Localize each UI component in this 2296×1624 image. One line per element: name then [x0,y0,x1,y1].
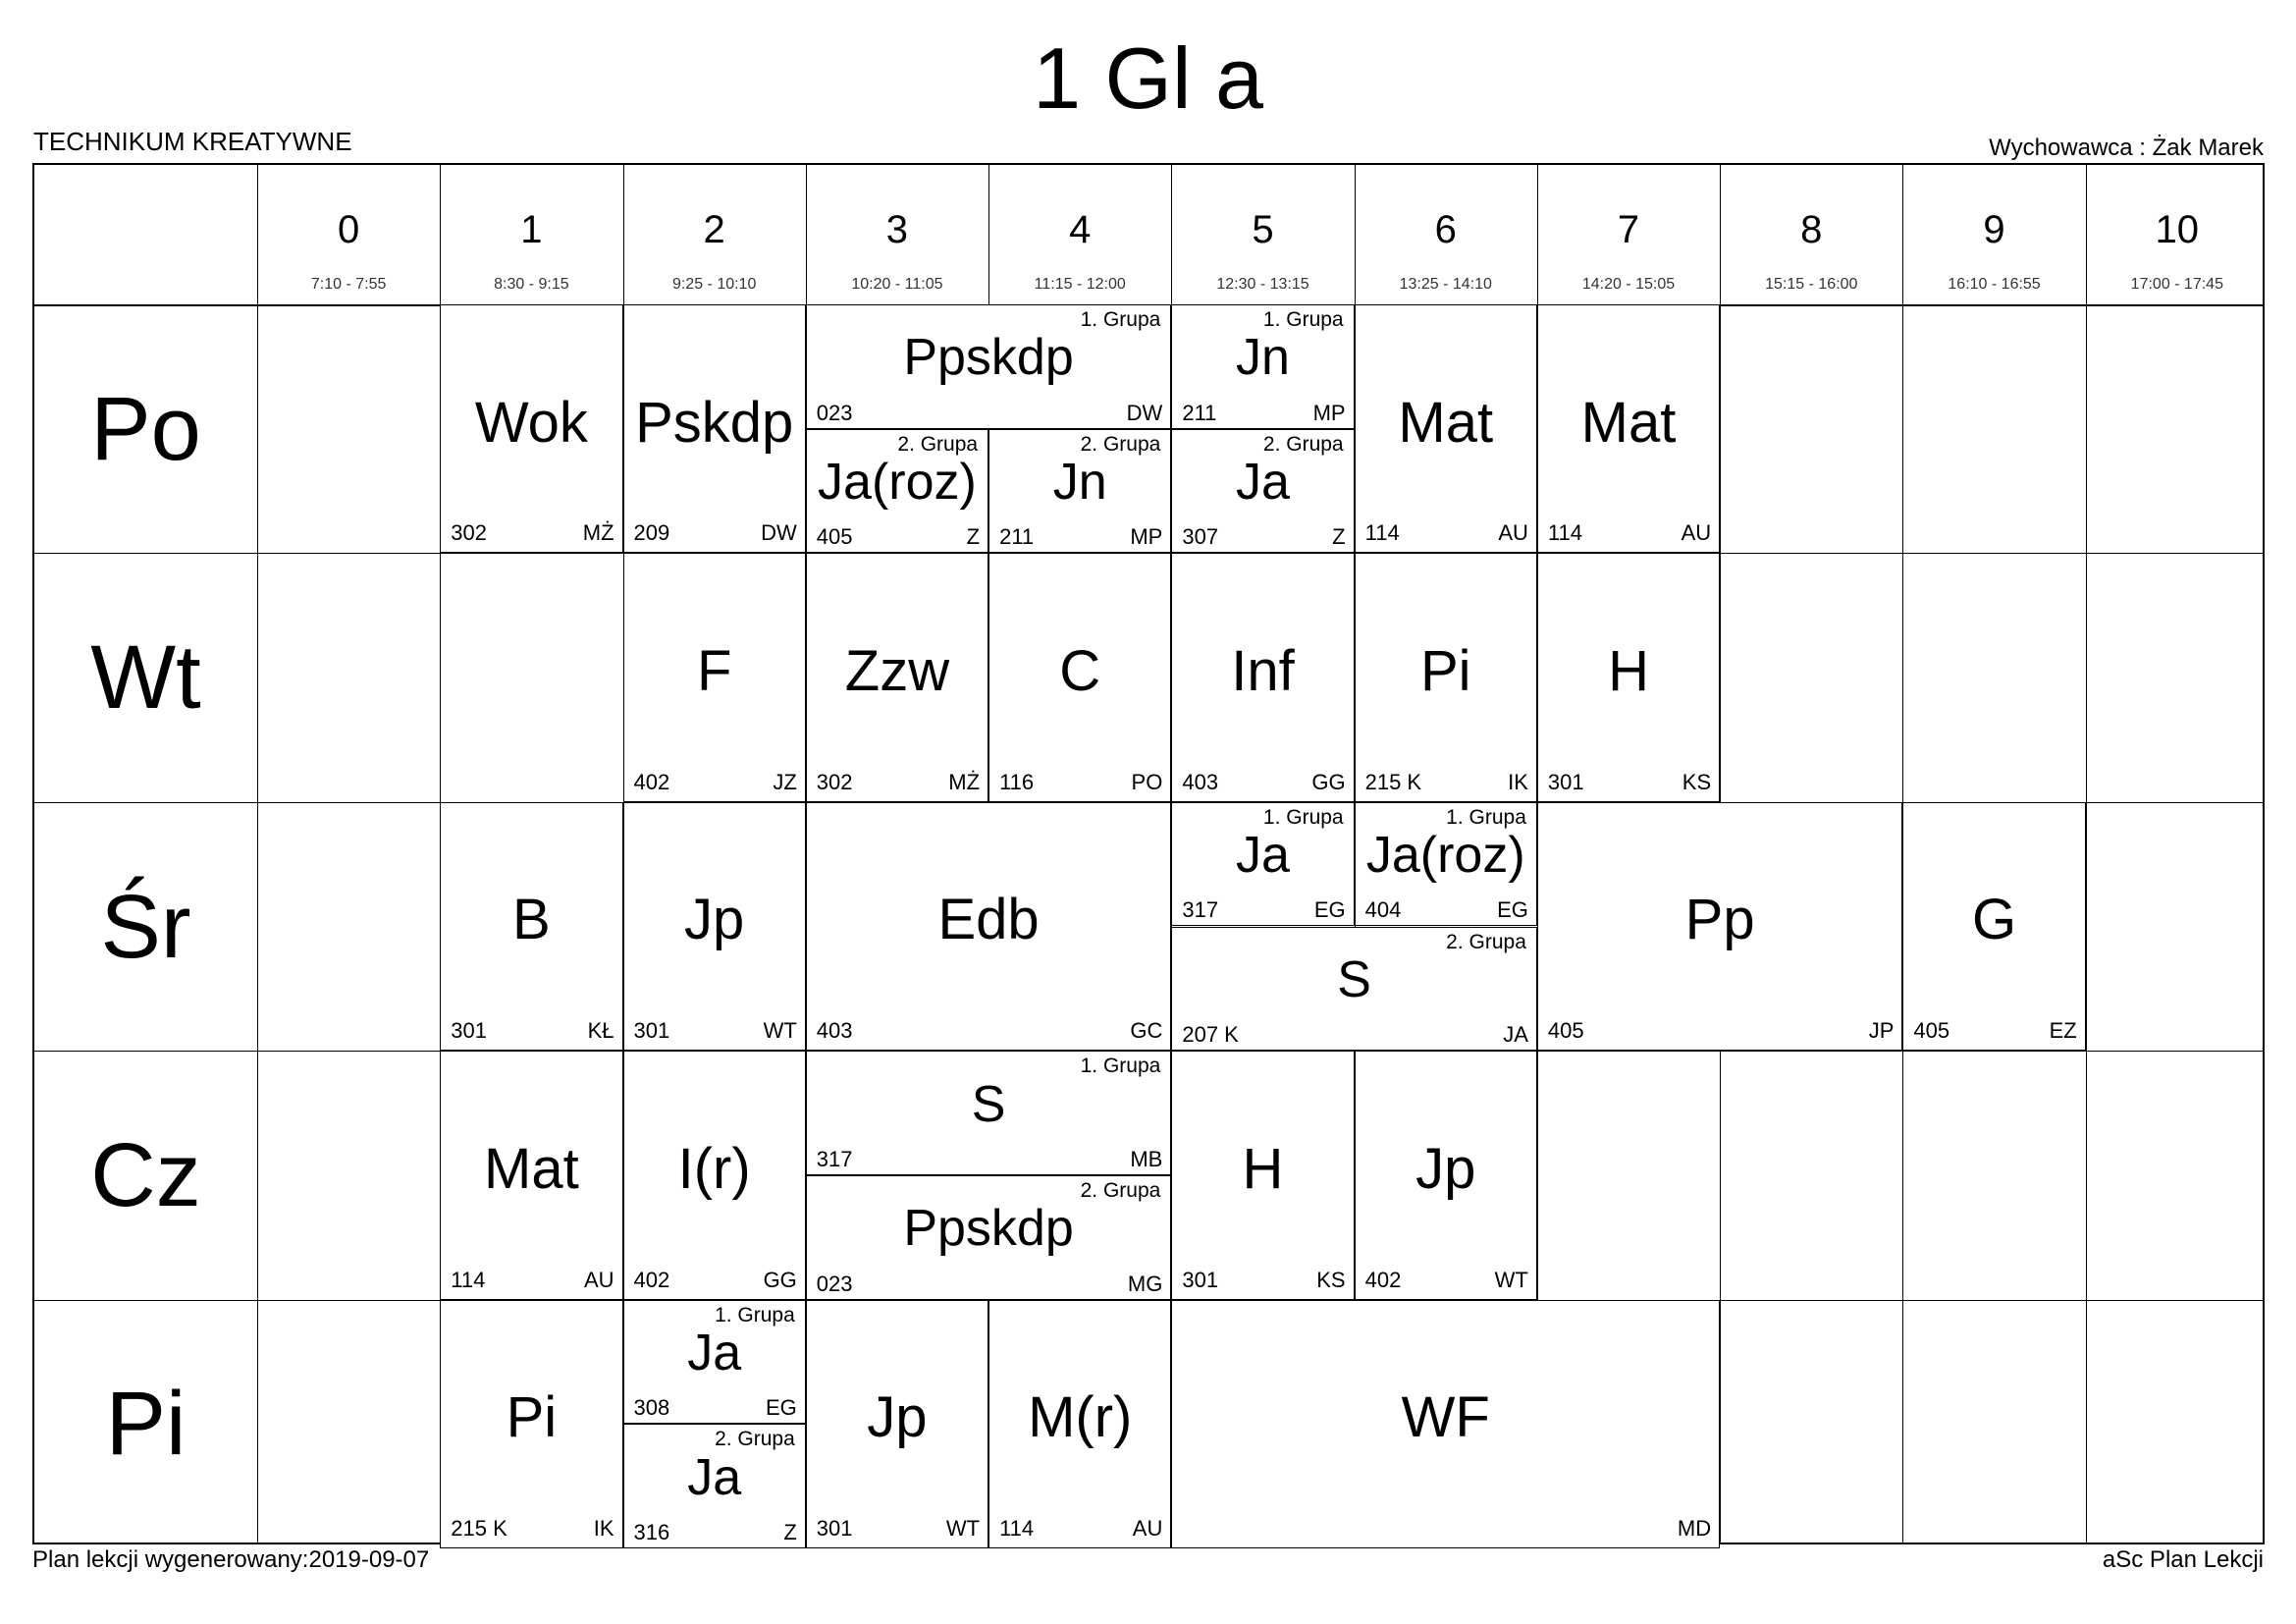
lesson-room: 302 [816,769,853,794]
period-time: 12:30 - 13:15 [1216,276,1309,293]
school-name: TECHNIKUM KREATYWNE [33,127,352,156]
lesson-cell [1171,304,1354,429]
lesson-cell [623,304,806,553]
lesson-group: 2. Grupa [1446,930,1526,953]
lesson-subject: Ja [1236,454,1290,512]
lesson-room: 209 [633,520,670,546]
lesson-room: 317 [816,1146,853,1171]
lesson-teacher: MB [1130,1146,1163,1171]
lesson-teacher: AU [1681,520,1712,546]
lesson-room: 405 [1547,1018,1584,1044]
timetable-title: 1 Gl a [1033,29,1263,127]
lesson-cell [1902,802,2085,1051]
lesson-group: 2. Grupa [1262,432,1344,456]
period-number: 4 [1069,208,1092,251]
lesson-teacher: EG [766,1395,797,1421]
lesson-cell [1171,1300,1720,1548]
lesson-cell [806,304,1172,429]
lesson-cell [806,1300,988,1548]
lesson-cell [988,1300,1171,1548]
lesson-teacher: Z [1332,524,1346,550]
period-header [2086,165,2269,304]
lesson-cell [806,1051,1172,1175]
lesson-subject: WF [1401,1385,1490,1450]
lesson-cell [1355,802,1537,927]
lesson-group: 1. Grupa [1262,308,1344,331]
period-number: 6 [1434,208,1457,251]
period-number: 5 [1252,208,1274,251]
day-label: Pi [105,1374,187,1475]
lesson-room: 301 [633,1018,670,1044]
day-label: Po [90,378,201,479]
timetable-grid [32,163,2265,1544]
lesson-cell [440,802,622,1051]
lesson-subject: Jp [1415,1136,1476,1201]
lesson-cell [806,553,988,801]
lesson-room: 114 [999,1515,1035,1541]
lesson-subject: H [1608,639,1649,704]
lesson-subject: M(r) [1028,1385,1133,1450]
lesson-cell [988,429,1171,554]
lesson-subject: Zzw [844,639,950,704]
lesson-room: 023 [816,400,853,425]
period-number: 3 [885,208,909,251]
lesson-subject: Inf [1231,639,1295,704]
lesson-cell [1537,553,1720,801]
lesson-subject: G [1971,888,2017,952]
lesson-subject: C [1059,639,1101,704]
lesson-cell [1171,429,1354,554]
lesson-room: 307 [1182,524,1219,550]
lesson-subject: Jn [1052,454,1107,512]
lesson-subject: Ppskdp [903,329,1074,387]
period-header [1902,165,2085,304]
lesson-teacher: WT [763,1018,797,1044]
lesson-cell [1355,1051,1537,1299]
lesson-group: 1. Grupa [1262,805,1344,829]
lesson-subject: S [971,1075,1006,1133]
column-divider [2086,165,2087,1543]
lesson-cell [1171,802,1354,927]
lesson-room: 402 [633,1267,670,1292]
lesson-subject: S [1337,950,1371,1008]
period-number: 10 [2155,208,2200,251]
lesson-teacher: WT [945,1515,981,1541]
lesson-teacher: JZ [773,769,797,794]
lesson-teacher: Z [783,1519,797,1544]
lesson-subject: Ja(roz) [818,454,977,512]
lesson-teacher: GG [763,1267,797,1292]
period-number: 0 [338,208,360,251]
period-time: 11:15 - 12:00 [1034,276,1126,293]
lesson-subject: B [512,888,551,952]
generator-name: aSc Plan Lekcji [2102,1546,2264,1573]
lesson-subject: Jn [1236,329,1290,387]
lesson-teacher: DW [1126,400,1163,425]
lesson-teacher: KS [1316,1267,1346,1292]
period-header [1171,165,1354,304]
lesson-teacher: MG [1127,1271,1163,1296]
lesson-group: 1. Grupa [715,1303,795,1326]
lesson-room: 301 [816,1515,853,1541]
lesson-subject: Jp [867,1385,928,1450]
day-label: Wt [90,627,201,729]
lesson-subject: Pskdp [635,390,794,455]
generated-date: Plan lekcji wygenerowany:2019-09-07 [32,1546,430,1573]
lesson-room: 403 [816,1018,853,1044]
lesson-cell [1171,1051,1354,1299]
period-number: 8 [1800,208,1823,251]
lesson-cell [1537,802,1903,1051]
lesson-room: 116 [999,769,1035,794]
column-divider [257,165,258,1543]
lesson-teacher: GC [1130,1018,1163,1044]
lesson-cell [1355,553,1537,801]
period-header [806,165,988,304]
period-number: 7 [1617,208,1640,251]
period-time: 15:15 - 16:00 [1765,276,1858,293]
period-number: 9 [1983,208,2005,251]
lesson-group: 1. Grupa [1080,308,1161,331]
lesson-teacher: AU [1132,1515,1163,1541]
lesson-subject: Jp [684,888,745,952]
period-number: 2 [703,208,725,251]
lesson-teacher: MŻ [582,520,614,546]
lesson-room: 402 [1364,1267,1402,1292]
lesson-room: 023 [816,1271,853,1296]
lesson-cell [623,553,806,801]
period-time: 13:25 - 14:10 [1399,276,1492,293]
lesson-group: 2. Grupa [1080,1178,1161,1202]
lesson-room: 211 [999,524,1035,550]
lesson-teacher: AU [583,1267,614,1292]
lesson-cell [988,553,1171,801]
lesson-subject: I(r) [677,1136,751,1201]
lesson-teacher: JP [1868,1018,1895,1044]
period-time: 16:10 - 16:55 [1948,276,2041,293]
lesson-subject: H [1242,1136,1284,1201]
lesson-group: 2. Grupa [1080,432,1161,456]
lesson-teacher: EZ [2049,1018,2077,1044]
lesson-cell [440,1300,622,1548]
period-header [1537,165,1720,304]
lesson-room: 207 K [1182,1022,1239,1048]
day-label: Śr [100,876,191,977]
lesson-teacher: DW [761,520,797,546]
lesson-teacher: MP [1130,524,1163,550]
lesson-cell [806,1175,1172,1300]
lesson-subject: Mat [1580,390,1677,455]
lesson-group: 2. Grupa [897,432,979,456]
lesson-cell [440,1051,622,1299]
lesson-subject: Wok [474,390,588,455]
lesson-cell [623,802,806,1051]
lesson-subject: Ja [687,1324,742,1381]
lesson-teacher: GG [1311,769,1346,794]
lesson-teacher: PO [1131,769,1163,794]
lesson-room: 211 [1182,400,1217,425]
lesson-room: 215 K [1364,769,1422,794]
lesson-room: 402 [633,769,670,794]
lesson-cell [440,304,622,553]
lesson-cell [806,802,1172,1051]
lesson-cell [623,1300,806,1425]
lesson-teacher: EG [1313,897,1346,923]
period-header [988,165,1171,304]
period-number: 1 [520,208,543,251]
lesson-room: 403 [1182,769,1219,794]
lesson-teacher: MŻ [948,769,981,794]
period-header [1720,165,1902,304]
lesson-teacher: IK [593,1515,614,1541]
period-time: 9:25 - 10:10 [671,276,757,293]
lesson-room: 301 [1182,1267,1219,1292]
lesson-subject: Mat [1398,390,1494,455]
lesson-cell [1171,553,1354,801]
period-time: 7:10 - 7:55 [310,276,387,293]
lesson-room: 405 [1913,1018,1950,1044]
lesson-cell [1355,304,1537,553]
lesson-teacher: EG [1497,897,1528,923]
lesson-room: 114 [1364,520,1400,546]
lesson-room: 316 [633,1519,670,1544]
lesson-group: 2. Grupa [715,1428,795,1451]
lesson-room: 302 [451,520,487,546]
lesson-subject: Ja(roz) [1365,827,1525,885]
period-time: 8:30 - 9:15 [494,276,569,293]
period-time: 10:20 - 11:05 [851,276,943,293]
lesson-room: 301 [451,1018,487,1044]
lesson-teacher: WT [1494,1267,1528,1292]
lesson-teacher: Z [966,524,981,550]
lesson-room: 301 [1547,769,1584,794]
lesson-teacher: AU [1498,520,1528,546]
lesson-room: 405 [816,524,853,550]
lesson-teacher: MD [1677,1515,1712,1541]
lesson-room: 114 [1547,520,1582,546]
lesson-room: 114 [451,1267,486,1292]
lesson-subject: Ppskdp [903,1200,1074,1258]
lesson-room: 308 [633,1395,670,1421]
lesson-cell [623,1051,806,1299]
lesson-subject: Pi [506,1385,558,1450]
class-teacher: Wychowawca : Żak Marek [1989,135,2264,161]
lesson-cell [1171,927,1537,1052]
lesson-cell [806,429,988,554]
period-time: 14:20 - 15:05 [1581,276,1676,293]
lesson-subject: Ja [1236,827,1290,885]
lesson-teacher: JA [1503,1022,1528,1048]
lesson-subject: Pp [1684,888,1755,952]
lesson-cell [623,1424,806,1548]
day-label: Cz [90,1124,201,1225]
period-header [257,165,440,304]
lesson-subject: Mat [484,1136,579,1201]
lesson-teacher: IK [1508,769,1528,794]
period-time: 17:00 - 17:45 [2130,276,2223,293]
lesson-subject: F [696,639,732,704]
lesson-subject: Pi [1419,639,1471,704]
lesson-group: 1. Grupa [1080,1055,1161,1078]
lesson-room: 317 [1182,897,1219,923]
lesson-teacher: KS [1682,769,1712,794]
lesson-subject: Ja [687,1448,742,1506]
lesson-subject: Edb [937,888,1040,952]
period-header [1355,165,1537,304]
period-header [440,165,622,304]
lesson-teacher: MP [1312,400,1346,425]
lesson-cell [1537,304,1720,553]
lesson-group: 1. Grupa [1446,805,1526,829]
lesson-teacher: KŁ [587,1018,614,1044]
lesson-room: 215 K [451,1515,507,1541]
lesson-room: 404 [1364,897,1402,923]
period-header [623,165,806,304]
